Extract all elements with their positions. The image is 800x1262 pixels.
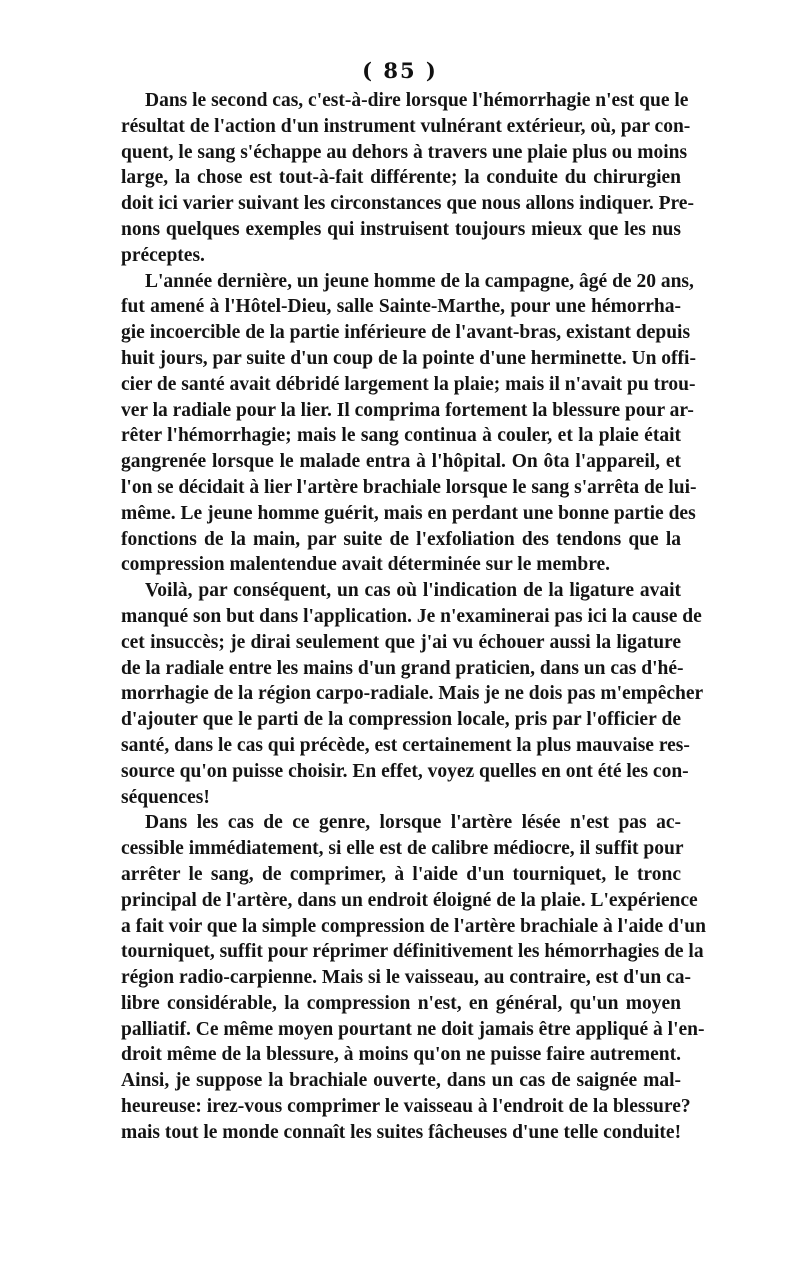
- text-line: Voilà, par conséquent, un cas où l'indication de la ligature avait: [145, 580, 681, 602]
- text-line: principal de l'artère, dans un endroit éloigné de la plaie. L'expérience: [121, 889, 698, 911]
- text-line: manqué son but dans l'application. Je n'examinerai pas ici la cause de: [121, 605, 702, 627]
- text-line: cet insuccès; je dirai seulement que j'ai vu échouer aussi la ligature: [121, 631, 681, 653]
- text-line: palliatif. Ce même moyen pourtant ne doit jamais être appliqué à l'en-: [121, 1018, 705, 1040]
- text-line: gie incoercible de la partie inférieure de l'avant-bras, existant depuis: [121, 322, 691, 344]
- text-line: compression malentendue avait déterminée sur le membre.: [121, 554, 611, 576]
- paragraph: [121, 269, 697, 579]
- paragraph: [121, 810, 706, 1145]
- text-line: Dans les cas de ce genre, lorsque l'artère lésée n'est pas ac-: [145, 812, 681, 834]
- text-line: source qu'on puisse choisir. En effet, voyez quelles en ont été les con-: [121, 760, 689, 782]
- text-line: a fait voir que la simple compression de l'artère brachiale à l'aide d'un: [121, 915, 706, 937]
- text-line: de la radiale entre les mains d'un grand praticien, dans un cas d'hé-: [121, 657, 684, 679]
- text-line: fonctions de la main, par suite de l'exfoliation des tendons que la: [121, 528, 681, 550]
- text-line: rêter l'hémorrhagie; mais le sang continua à couler, et la plaie était: [121, 425, 681, 447]
- page-number: ( 85 ): [362, 58, 438, 83]
- text-line: gangrenée lorsque le malade entra à l'hôpital. On ôta l'appareil, et: [121, 451, 681, 473]
- text-line: préceptes.: [121, 244, 205, 266]
- text-line: huit jours, par suite d'un coup de la pointe d'une herminette. Un offi-: [121, 347, 696, 369]
- text-line: Dans le second cas, c'est-à-dire lorsque l'hémorrhagie n'est que le: [145, 90, 689, 111]
- text-line: ver la radiale pour la lier. Il comprima fortement la blessure pour ar-: [121, 399, 694, 421]
- text-line: même. Le jeune homme guérit, mais en perdant une bonne partie des: [121, 502, 696, 524]
- text-line: morrhagie de la région carpo-radiale. Mais je ne dois pas m'empêcher: [121, 683, 704, 705]
- text-line: libre considérable, la compression n'est, en général, qu'un moyen: [121, 992, 681, 1014]
- paragraph: [121, 578, 704, 810]
- text-line: région radio-carpienne. Mais si le vaisseau, au contraire, est d'un ca-: [121, 967, 691, 989]
- text-line: arrêter le sang, de comprimer, à l'aide d'un tourniquet, le tronc: [121, 863, 681, 885]
- text-line: heureuse: irez-vous comprimer le vaisseau à l'endroit de la blessure?: [121, 1096, 691, 1118]
- text-line: santé, dans le cas qui précède, est certainement la plus mauvaise res-: [121, 734, 690, 756]
- text-line: l'on se décidait à lier l'artère brachiale lorsque le sang s'arrêta de lui-: [121, 476, 697, 498]
- text-line: cier de santé avait débridé largement la plaie; mais il n'avait pu trou-: [121, 373, 696, 395]
- paragraph: [121, 88, 694, 269]
- text-line: doit ici varier suivant les circonstances que nous allons indiquer. Pre-: [121, 193, 694, 215]
- text-line: fut amené à l'Hôtel-Dieu, salle Sainte-Marthe, pour une hémorrha-: [121, 296, 681, 318]
- text-line: quent, le sang s'échappe au dehors à travers une plaie plus ou moins: [121, 141, 688, 163]
- text-line: mais tout le monde connaît les suites fâcheuses d'une telle conduite!: [121, 1121, 682, 1143]
- text-line: droit même de la blessure, à moins qu'on ne puisse faire autrement.: [121, 1044, 681, 1066]
- text-line: tourniquet, suffit pour réprimer définitivement les hémorrhagies de la: [121, 941, 704, 963]
- text-line: large, la chose est tout-à-fait différente; la conduite du chirurgien: [121, 167, 681, 189]
- body-text: [121, 88, 706, 1146]
- text-line: nons quelques exemples qui instruisent toujours mieux que les nus: [121, 218, 681, 240]
- text-line: L'année dernière, un jeune homme de la campagne, âgé de 20 ans,: [145, 270, 694, 292]
- text-line: Ainsi, je suppose la brachiale ouverte, dans un cas de saignée mal-: [121, 1070, 681, 1092]
- text-line: d'ajouter que le parti de la compression locale, pris par l'officier de: [121, 709, 681, 731]
- text-line: cessible immédiatement, si elle est de calibre médiocre, il suffit pour: [121, 838, 684, 860]
- text-line: résultat de l'action d'un instrument vulnérant extérieur, où, par con-: [121, 115, 691, 137]
- text-line: séquences!: [121, 786, 210, 808]
